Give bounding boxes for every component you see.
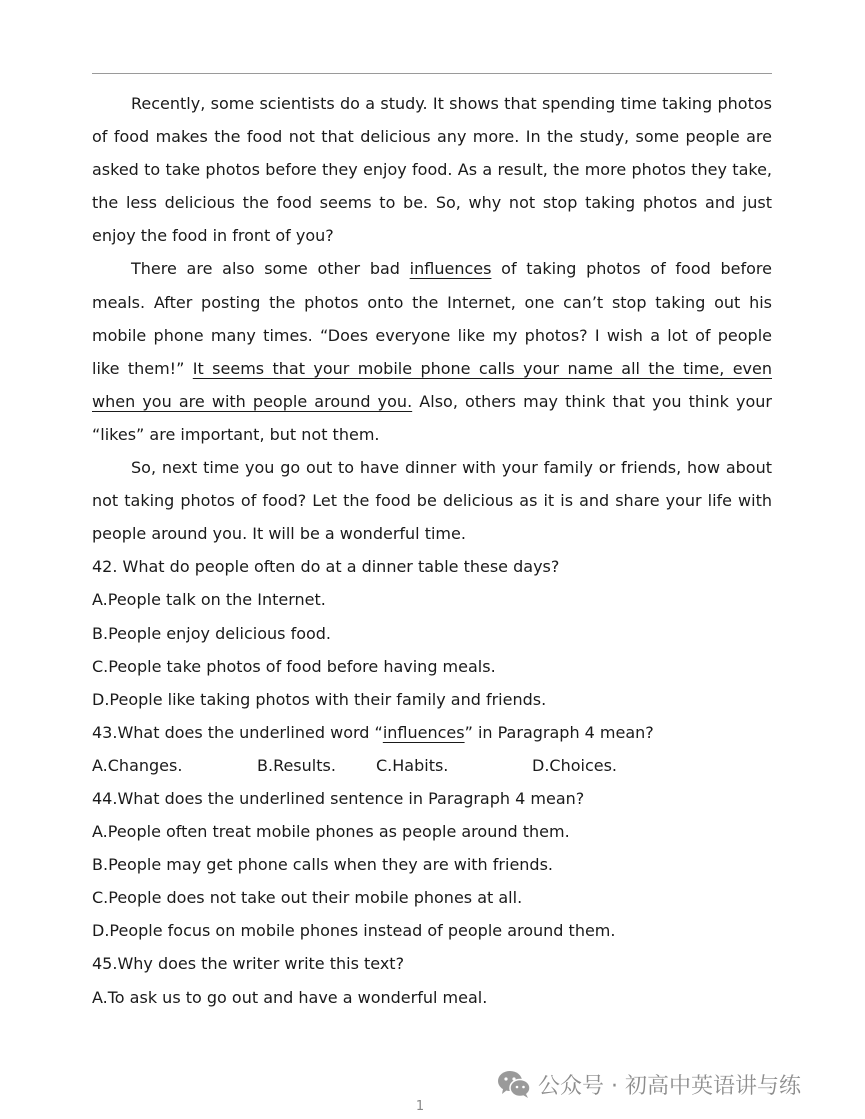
question-44-option-a: A.People often treat mobile phones as people around them. [92, 822, 570, 842]
passage-paragraph-1: Recently, some scientists do a study. It shows that spending time taking photos of food makes the food not that delicious any more. In the study, some people are asked to take photos before they enjoy food. As a result, the more photos they take, the less delicious the food seems to be. So, why not stop taking photos and just enjoy the food in front of you? [92, 94, 772, 246]
document-body [92, 87, 772, 1014]
wechat-icon [497, 1069, 531, 1099]
underlined-word-influences: influences [409, 259, 492, 279]
passage-paragraph-2 [92, 252, 772, 451]
question-44-stem: 44.What does the underlined sentence in Paragraph 4 mean? [92, 788, 585, 808]
watermark-text: 公众号 · 初高中英语讲与练 [538, 1073, 801, 1099]
watermark [497, 1066, 801, 1102]
underlined-sentence: It seems that your mobile phone calls your name all the time, even when you are with people around you. [92, 358, 772, 411]
question-43-option-c: C.Habits. [376, 755, 449, 775]
question-43-stem-before: 43.What does the underlined word “ [92, 722, 383, 742]
question-42-option-b: B.People enjoy delicious food. [92, 623, 332, 643]
paragraph-2-text-after: Also, others may think that you think your “likes” are important, but not them. [92, 391, 773, 444]
question-43-stem-after: ” in Paragraph 4 mean? [464, 722, 654, 742]
question-43-option-a: A.Changes. [92, 755, 183, 775]
header-rule [92, 73, 772, 74]
paragraph-2-text-before: There are also some other bad [131, 259, 410, 279]
question-42-option-c: C.People take photos of food before having meals. [92, 656, 496, 676]
question-42-option-d: D.People like taking photos with their family and friends. [92, 689, 547, 709]
question-42-option-a: A.People talk on the Internet. [92, 590, 326, 610]
page-number: 1 [415, 1099, 425, 1114]
question-43-stem [92, 716, 772, 749]
question-45-option-a: A.To ask us to go out and have a wonderful meal. [92, 987, 488, 1007]
question-43-option-b: B.Results. [257, 755, 336, 775]
question-44-option-b: B.People may get phone calls when they are with friends. [92, 855, 553, 875]
paragraph-2-text-middle: of taking photos of food before meals. After posting the photos onto the Internet, one can’t stop taking out his mobile phone many times. “Does everyone like my photos? I wish a lot of people like them!” [92, 259, 772, 378]
passage-paragraph-3: So, next time you go out to have dinner with your family or friends, how about not taking photos of food? Let the food be delicious as it is and share your life with people around you. It will be a wonderful time. [92, 458, 772, 544]
question-44-option-d: D.People focus on mobile phones instead of people around them. [92, 921, 616, 941]
question-45-stem: 45.Why does the writer write this text? [92, 954, 405, 974]
question-43-underlined-word: influences [382, 722, 465, 742]
question-42-stem: 42. What do people often do at a dinner table these days? [92, 557, 560, 577]
question-44-option-c: C.People does not take out their mobile phones at all. [92, 888, 523, 908]
question-43-option-d: D.Choices. [532, 755, 618, 775]
question-43-options [92, 749, 772, 782]
